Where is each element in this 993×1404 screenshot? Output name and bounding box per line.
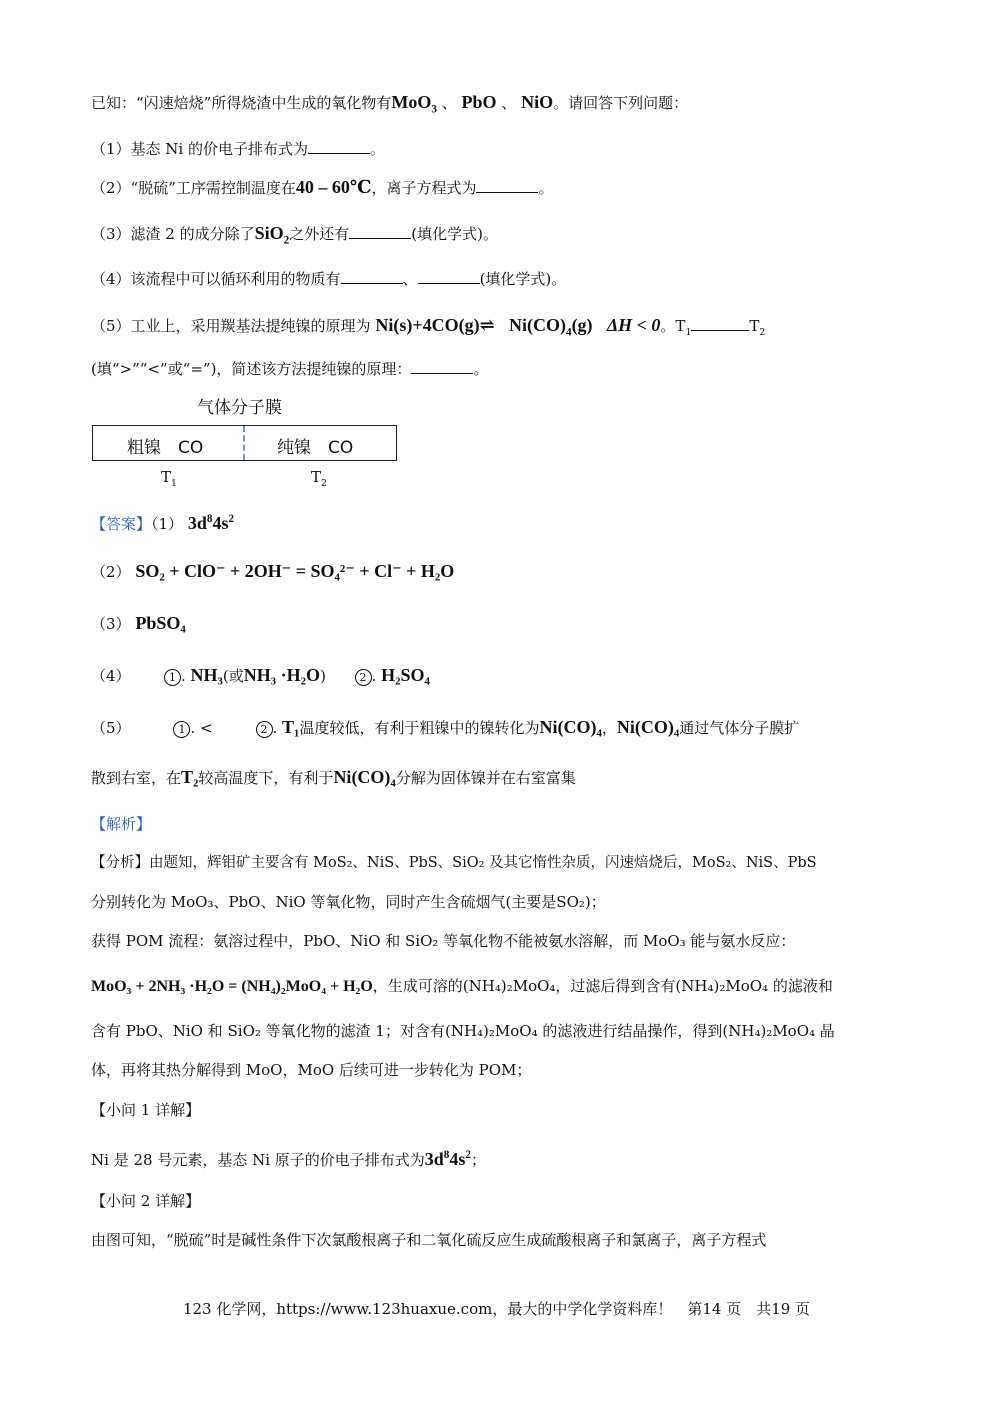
equation-left: Ni(s)+4CO(g) bbox=[375, 315, 480, 335]
answer-number: （3） bbox=[91, 615, 131, 633]
answer-blank bbox=[691, 316, 749, 331]
formula-nio: NiO bbox=[521, 92, 554, 112]
left-chamber-label: 粗镍 CO bbox=[127, 438, 204, 458]
electron-config bbox=[425, 1149, 471, 1169]
question-5-line2 bbox=[91, 358, 488, 380]
answer-blank bbox=[341, 269, 403, 284]
subquestion-1-text bbox=[91, 1144, 486, 1171]
formula-text: Ni(CO) bbox=[508, 315, 566, 335]
question-text: （3）滤渣 2 的成分除了 bbox=[91, 225, 255, 243]
question-text: 。T bbox=[660, 317, 686, 335]
formula-sub: 2 bbox=[283, 234, 290, 247]
membrane-diagram bbox=[92, 425, 397, 461]
question-text: （1）基态 Ni 的价电子排布式为 bbox=[91, 140, 309, 158]
circled-number: 1 bbox=[164, 669, 181, 686]
temperature-range: 40 – 60℃ bbox=[295, 177, 372, 197]
equilibrium-arrow: ⇌ bbox=[479, 315, 495, 335]
answer-text: 散到右室，在 bbox=[91, 769, 182, 787]
page-footer: 123 化学网，https://www.123huaxue.com，最大的中学化学资料库！ 第14 页 共19 页 bbox=[182, 1300, 811, 1318]
formula-sio2 bbox=[254, 223, 290, 247]
answer-text: . < bbox=[190, 719, 213, 737]
formula-h2so4: H₂SO₄ bbox=[381, 665, 430, 685]
t-letter: T bbox=[311, 468, 322, 486]
answer-4: （4） 1 . NH₃(或NH₃ ·H₂O) 2 . H₂SO₄ bbox=[91, 665, 430, 685]
formula-text: 4s bbox=[212, 513, 229, 533]
formula-sub: 3 bbox=[431, 103, 437, 116]
subquestion-2-text: 由图可知，“脱硫”时是碱性条件下次氯酸根离子和二氧化硫反应生成硫酸根离子和氯离子，离子方程式 bbox=[91, 1231, 767, 1249]
question-text: ，离子方程式为 bbox=[371, 179, 477, 197]
answer-5: （5） 1 . < 2 . T₁温度较低，有利于粗镍中的镍转化为Ni(CO)₄，Ni(CO)₄通过气体分子膜扩 bbox=[91, 717, 800, 737]
circled-number: 2 bbox=[256, 721, 273, 738]
answer-text: 分解为固体镍并在右室富集 bbox=[395, 769, 576, 787]
formula-pbso4: PbSO₄ bbox=[135, 613, 186, 633]
formula-sup: 8 bbox=[206, 513, 213, 525]
formula-nico4: Ni(CO)₄ bbox=[616, 717, 680, 737]
formula-text: MoO bbox=[391, 92, 432, 112]
punct: ； bbox=[470, 1151, 486, 1169]
formula-nh3: NH₃ bbox=[190, 665, 223, 685]
answer-number: （4） bbox=[91, 667, 131, 685]
subquestion-2-title: 【小问 2 详解】 bbox=[91, 1192, 201, 1210]
equation-right bbox=[508, 315, 593, 339]
answer-5-line2 bbox=[91, 766, 576, 789]
temp-t1: T₁ bbox=[282, 717, 300, 737]
question-text: (填化学式)。 bbox=[411, 225, 498, 243]
answer-blank bbox=[418, 269, 480, 284]
question-text: (填化学式)。 bbox=[479, 270, 567, 288]
answer-number: （1） bbox=[151, 515, 184, 533]
question-text: 之外还有 bbox=[289, 225, 350, 243]
question-4 bbox=[91, 268, 566, 290]
answer-blank bbox=[411, 359, 473, 374]
formula-text: 4s bbox=[449, 1149, 466, 1169]
intro-text: 已知：“闪速焙烧”所得烧渣中生成的氧化物有 bbox=[91, 94, 392, 112]
intro-text-end: 。请回答下列问题： bbox=[553, 94, 689, 112]
question-text: （4）该流程中可以循环利用的物质有 bbox=[91, 270, 341, 288]
separator: 、 bbox=[501, 94, 517, 112]
answer-3 bbox=[91, 612, 186, 635]
answer-blank bbox=[349, 224, 411, 239]
analysis-p2: 分别转化为 MoO₃、PbO、NiO 等氧化物，同时产生含硫烟气(主要是SO₂)； bbox=[91, 893, 606, 911]
answer-text: 通过气体分子膜扩 bbox=[679, 719, 800, 737]
right-chamber-label: 纯镍 CO bbox=[277, 438, 354, 458]
answer-2 bbox=[91, 560, 454, 583]
question-5 bbox=[91, 314, 765, 344]
answer-number: （2） bbox=[91, 563, 131, 581]
answer-blank bbox=[476, 178, 538, 193]
electron-config bbox=[188, 513, 234, 533]
answer-blank bbox=[308, 139, 370, 154]
punct: 。 bbox=[473, 360, 489, 378]
enthalpy: ΔH < 0 bbox=[606, 315, 661, 335]
t1-label bbox=[161, 468, 177, 489]
formula-text: SiO bbox=[254, 223, 284, 243]
formula-nico4: Ni(CO)₄ bbox=[333, 767, 396, 787]
formula-sup: 8 bbox=[443, 1149, 450, 1161]
temp-t2: T₂ bbox=[181, 767, 199, 787]
answer-text: ， bbox=[601, 719, 617, 737]
separator: 、 bbox=[402, 270, 418, 288]
membrane-divider bbox=[243, 426, 245, 460]
intro-line bbox=[91, 91, 688, 121]
analysis-label: 【解析】 bbox=[91, 815, 152, 833]
answer-text: 温度较低，有利于粗镍中的镍转化为 bbox=[299, 719, 540, 737]
separator: 、 bbox=[441, 94, 457, 112]
reaction-equation: MoO₃ + 2NH₃ ·H₂O = (NH₄)₂MoO₄ + H₂O bbox=[91, 978, 373, 995]
sub-1: 1 bbox=[685, 327, 692, 338]
question-text: (填“>”“<”或“=”)，简述该方法提纯镍的原理： bbox=[91, 360, 412, 378]
formula-sup: 2 bbox=[465, 1149, 471, 1161]
formula-moo3 bbox=[391, 92, 437, 116]
t2-label bbox=[311, 468, 327, 489]
question-2 bbox=[91, 176, 554, 199]
circled-number: 1 bbox=[173, 721, 190, 738]
formula-sub: 4 bbox=[565, 326, 572, 339]
analysis-p4 bbox=[91, 975, 833, 998]
analysis-p6: 体，再将其热分解得到 MoO，MoO 后续可进一步转化为 POM； bbox=[91, 1061, 532, 1079]
answer-text: ) bbox=[320, 667, 326, 685]
punct: 。 bbox=[538, 179, 554, 197]
question-text: （2）“脱硫”工序需控制温度在 bbox=[91, 179, 296, 197]
answer-text: 较高温度下，有利于 bbox=[198, 769, 334, 787]
answer-text: (或 bbox=[222, 667, 244, 685]
formula-nh3-h2o: NH₃ ·H₂O bbox=[243, 665, 321, 685]
formula-text: (g) bbox=[571, 315, 593, 335]
formula-nico4: Ni(CO)₄ bbox=[539, 717, 602, 737]
circled-number: 2 bbox=[355, 669, 372, 686]
punct: 。 bbox=[370, 140, 386, 158]
question-text: （5）工业上，采用羰基法提纯镍的原理为 bbox=[91, 317, 371, 335]
analysis-text: ，生成可溶的(NH₄)₂MoO₄，过滤后得到含有(NH₄)₂MoO₄ 的滤液和 bbox=[372, 977, 833, 995]
t-letter: T bbox=[161, 468, 172, 486]
analysis-p3: 获得 POM 流程：氨溶过程中，PbO、NiO 和 SiO₂ 等氧化物不能被氨水溶解，而 MoO₃ 能与氨水反应： bbox=[91, 932, 796, 950]
membrane-label: 气体分子膜 bbox=[197, 398, 282, 418]
formula-text: 3d bbox=[424, 1149, 444, 1169]
answer-number: （5） bbox=[91, 719, 131, 737]
analysis-p5: 含有 PbO、NiO 和 SiO₂ 等氧化物的滤渣 1；对含有(NH₄)₂MoO₄ 的滤液进行结晶操作，得到(NH₄)₂MoO₄ 晶 bbox=[91, 1022, 835, 1040]
answer-1 bbox=[91, 508, 234, 535]
ionic-equation: SO₂ + ClO⁻ + 2OH⁻ = SO₄²⁻ + Cl⁻ + H₂O bbox=[135, 561, 455, 581]
t-sub: 1 bbox=[171, 478, 177, 489]
formula-text: 3d bbox=[187, 513, 207, 533]
t-sub: 2 bbox=[321, 478, 327, 489]
subquestion-1-title: 【小问 1 详解】 bbox=[91, 1101, 201, 1119]
question-1 bbox=[91, 138, 385, 160]
question-3 bbox=[91, 222, 498, 252]
analysis-p1: 【分析】由题知，辉钼矿主要含有 MoS₂、NiS、PbS、SiO₂ 及其它惰性杂质，闪速焙烧后，MoS₂、NiS、PbS bbox=[91, 855, 817, 871]
answer-label: 【答案】 bbox=[91, 515, 152, 533]
temp-label: T bbox=[749, 317, 760, 335]
sub-2: 2 bbox=[759, 327, 766, 338]
analysis-text: Ni 是 28 号元素，基态 Ni 原子的价电子排布式为 bbox=[91, 1151, 425, 1169]
formula-sup: 2 bbox=[228, 513, 235, 525]
formula-pbo: PbO bbox=[461, 92, 497, 112]
